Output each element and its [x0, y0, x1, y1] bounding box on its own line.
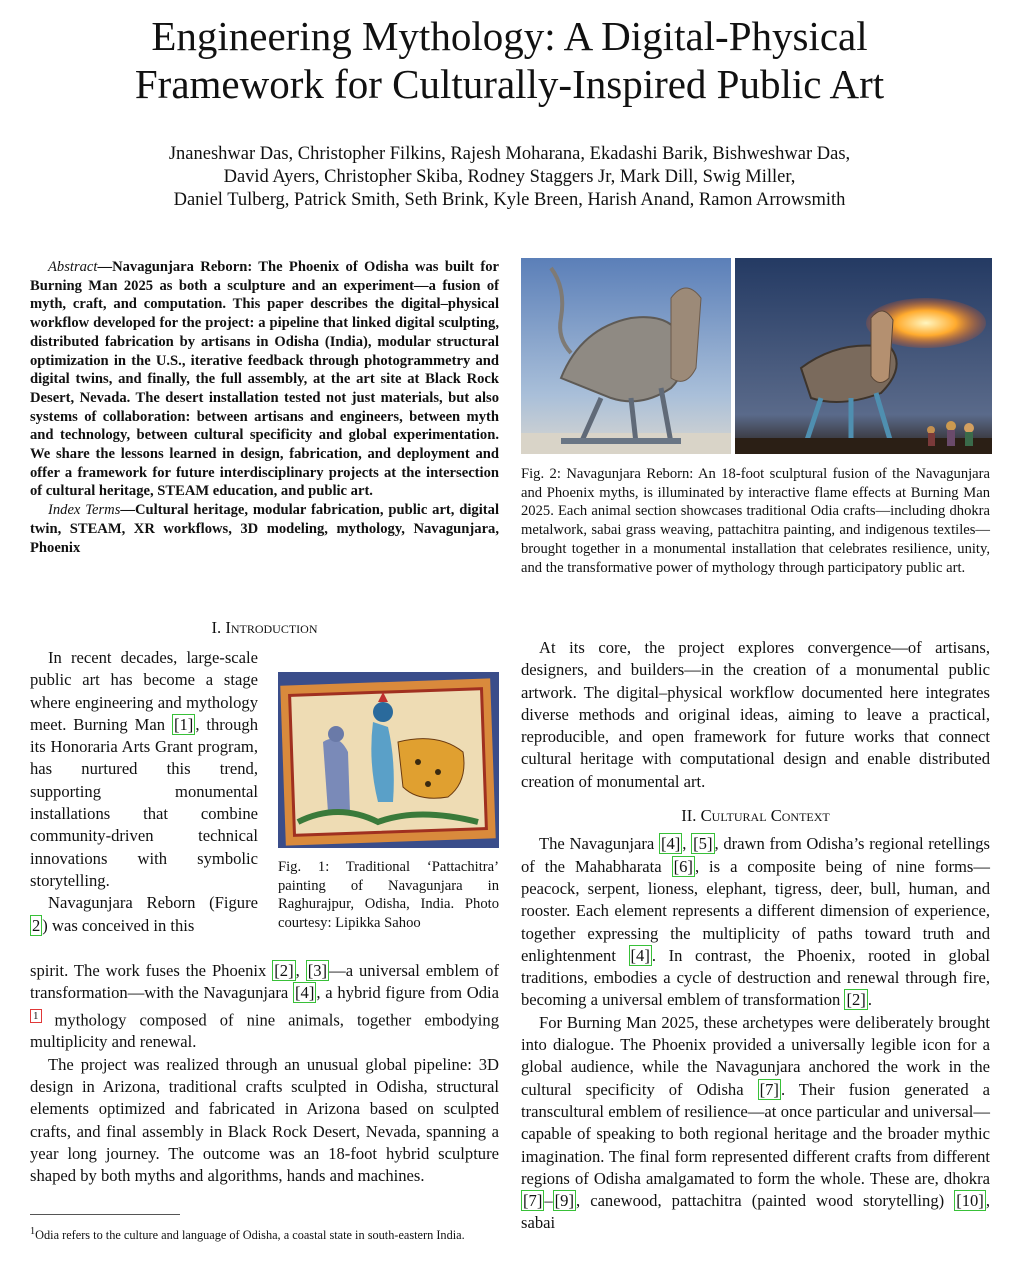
- title-line-1: Engineering Mythology: A Digital-Physical: [151, 13, 868, 59]
- text-run: mythology composed of nine animals, together embodying multiplicity and renewal.: [30, 1010, 499, 1052]
- text-run: . Their fusion generated a transcultural emblem of resilience—at once particular and universal—capable of speaking to both regional heritage and the broader mythic imagination. The final form represented different crafts from different regions of Odisha amalgamated to form the whole. These are, dhokra: [521, 1079, 990, 1188]
- section-number: I.: [211, 618, 226, 637]
- citation-link[interactable]: [4]: [660, 834, 681, 854]
- abstract-paragraph: [30, 258, 499, 501]
- text-run: The Navagunjara: [539, 834, 659, 854]
- intro-paragraph-2-cont: [30, 960, 499, 1054]
- abstract-text: —Navagunjara Reborn: The Phoenix of Odisha was built for Burning Man 2025 as both a sculpture and an experiment—a fusion of myth, craft, and computation. This paper describes the digital–physical workflow developed for the project: a pipeline that linked digital sculpting, distributed fabrication by artisans in Odisha (India), modular structural optimization in the U.S., iterative feedback through photogrammetry and digital twins, and finally, the full assembly, at the art site at Black Rock Desert, Nevada. The desert installation tested not just materials, but also systems of collaboration: between artisans and engineers, between myth and technology, between cultural specificity and global experimentation. We share the lessons learned in design, fabrication, and deployment and offer a framework for future interdisciplinary projects at the intersection of cultural heritage, STEAM education, and public art.: [30, 259, 499, 500]
- text-run: , drawn from Odisha’s regional retellings of the Mahabharata: [521, 834, 990, 876]
- citation-link[interactable]: [7]: [759, 1079, 779, 1099]
- intro-wrapped-text: [30, 647, 258, 937]
- text-run: , is a composite being of nine forms—peacock, serpent, lioness, elephant, tigress, deer, bull, human, and rooster. Each element represents a different dimension of experience, together expressing the multiplicity of paths toward truth and enlightenment: [521, 856, 990, 965]
- citation-link[interactable]: [10]: [956, 1191, 984, 1211]
- authors-line-2: David Ayers, Christopher Skiba, Rodney Staggers Jr, Mark Dill, Swig Miller,: [223, 167, 796, 187]
- section-number: II.: [681, 806, 701, 826]
- text-run: Navagunjara Reborn (Figure: [48, 893, 258, 913]
- text-run: —a universal emblem of transformation—with the Navagunjara: [30, 961, 499, 1003]
- text-run: –: [544, 1191, 553, 1211]
- cultural-paragraph-1: [521, 833, 990, 1011]
- figure-2-caption: Fig. 2: Navagunjara Reborn: An 18-foot sculptural fusion of the Navagunjara and Phoenix myths, is illuminated by interactive flame effects at Burning Man 2025. Each animal section showcases traditional Odia crafts—including dhokra metalwork, sabai grass weaving, pattachitra painting, and indigenous textiles—brought together in a monumental installation that celebrates resilience, unity, and the transformative power of mythology through participatory public art.: [521, 466, 990, 576]
- footnote-divider: [30, 1214, 180, 1215]
- text-run: In recent decades, large-scale public art has become a stage where engineering and mythology meet. Burning Man: [30, 648, 258, 734]
- citation-link[interactable]: [4]: [295, 983, 315, 1003]
- index-terms-label: Index Terms: [48, 502, 121, 519]
- text-run: ,: [295, 961, 306, 980]
- citation-link[interactable]: [9]: [554, 1191, 575, 1211]
- citation-link[interactable]: [3]: [307, 961, 328, 980]
- citation-link[interactable]: [2]: [846, 990, 866, 1010]
- intro-full-width-text: [30, 960, 499, 1188]
- figure-ref-link[interactable]: 2: [32, 915, 41, 935]
- text-run: ,: [682, 834, 692, 854]
- text-run: . In contrast, the Phoenix, rooted in global traditions, embodies a cycle of destruction and renewal through fire, becoming a universal emblem of transformation: [521, 945, 991, 1010]
- footnote-link[interactable]: 1: [30, 1009, 42, 1023]
- footnote-text: Odia refers to the culture and language of Odisha, a coastal state in south-eastern India.: [35, 1228, 465, 1243]
- text-run: spirit. The work fuses the Phoenix: [30, 961, 273, 980]
- citation-link[interactable]: [4]: [630, 945, 650, 965]
- intro-paragraph-3: The project was realized through an unusual global pipeline: 3D design in Arizona, traditional crafts sculpted in Odisha, structural elements optimized and fabricated in Arizona based on sculpted crafts, and final assembly in Black Rock Desert, Nevada, spanning a year long journey. The outcome was an 18-foot hybrid sculpture shaped by both myths and algorithms, hands and machines.: [30, 1054, 499, 1186]
- photo-night-flame-sculpture: [735, 258, 992, 454]
- section-title: Introduction: [225, 618, 318, 637]
- introduction-section: [30, 617, 499, 639]
- intro-paragraph-2-start: [30, 892, 258, 937]
- figure-2-photos: [521, 258, 992, 454]
- text-run: For Burning Man 2025, these archetypes were deliberately brought into dialogue. The Phoenix provided a universally legible icon for a global audience, while the Navagunjara anchored the work in the cultural specificity of Odisha: [521, 1012, 990, 1099]
- text-run: ) was conceived in this: [42, 915, 195, 935]
- text-run: .: [867, 990, 872, 1010]
- citation-link[interactable]: [1]: [173, 714, 194, 734]
- photo-daytime-sculpture: [521, 258, 731, 454]
- citation-link[interactable]: [6]: [673, 856, 693, 876]
- right-column-text: [521, 637, 990, 1235]
- citation-link[interactable]: [2]: [274, 961, 294, 980]
- text-run: , a hybrid figure from Odia: [316, 983, 499, 1003]
- cultural-paragraph-2: [521, 1012, 990, 1235]
- text-run: , sabai: [521, 1191, 990, 1233]
- authors-line-1: Jnaneshwar Das, Christopher Filkins, Rajesh Moharana, Ekadashi Barik, Bishweshwar Das,: [168, 144, 851, 164]
- abstract: [30, 258, 499, 557]
- index-terms: [30, 501, 499, 557]
- footnote-mark: 1: [30, 1226, 36, 1237]
- convergence-paragraph: At its core, the project explores convergence—of artisans, designers, and builders—in the creation of a monumental public artwork. The digital–physical workflow documented here integrates diverse methods and original ideas, aiming to leave a practical, reproducible, and open framework for future works that connect cultural heritage with computational design and enable distributed creation of monumental art.: [521, 638, 990, 791]
- abstract-label: Abstract: [48, 259, 98, 275]
- index-terms-text: —Cultural heritage, modular fabrication, public art, digital twin, STEAM, XR workflows, 3D modeling, mythology, Navagunjara, Phoenix: [30, 502, 499, 556]
- text-run: , through its Honoraria Arts Grant program, has nurtured this trend, supporting monumental installations that combine community-driven technical innovations with symbolic storytelling.: [30, 714, 258, 890]
- citation-link[interactable]: [7]: [523, 1191, 543, 1211]
- title-line-2: Framework for Culturally-Inspired Public Art: [134, 61, 885, 107]
- authors-line-3: Daniel Tulberg, Patrick Smith, Seth Brink, Kyle Breen, Harish Anand, Ramon Arrowsmith: [173, 190, 846, 210]
- footnote: [30, 1224, 499, 1243]
- section-title: Cultural Context: [700, 806, 830, 826]
- figure-1-pattachitra-painting: [278, 672, 499, 848]
- citation-link[interactable]: [5]: [693, 834, 713, 854]
- intro-paragraph-1: [30, 647, 258, 892]
- figure-1-caption: Fig. 1: Traditional ‘Pattachitra’ painting of Navagunjara in Raghurajpur, Odisha, India. Photo courtesy: Lipikka Sahoo: [278, 859, 499, 932]
- section-heading-cultural-context: [521, 805, 990, 827]
- text-run: , canewood, pattachitra (painted wood storytelling): [576, 1191, 955, 1211]
- paper-title: [0, 12, 1019, 108]
- section-heading-introduction: [30, 617, 499, 639]
- author-list: [0, 143, 1019, 212]
